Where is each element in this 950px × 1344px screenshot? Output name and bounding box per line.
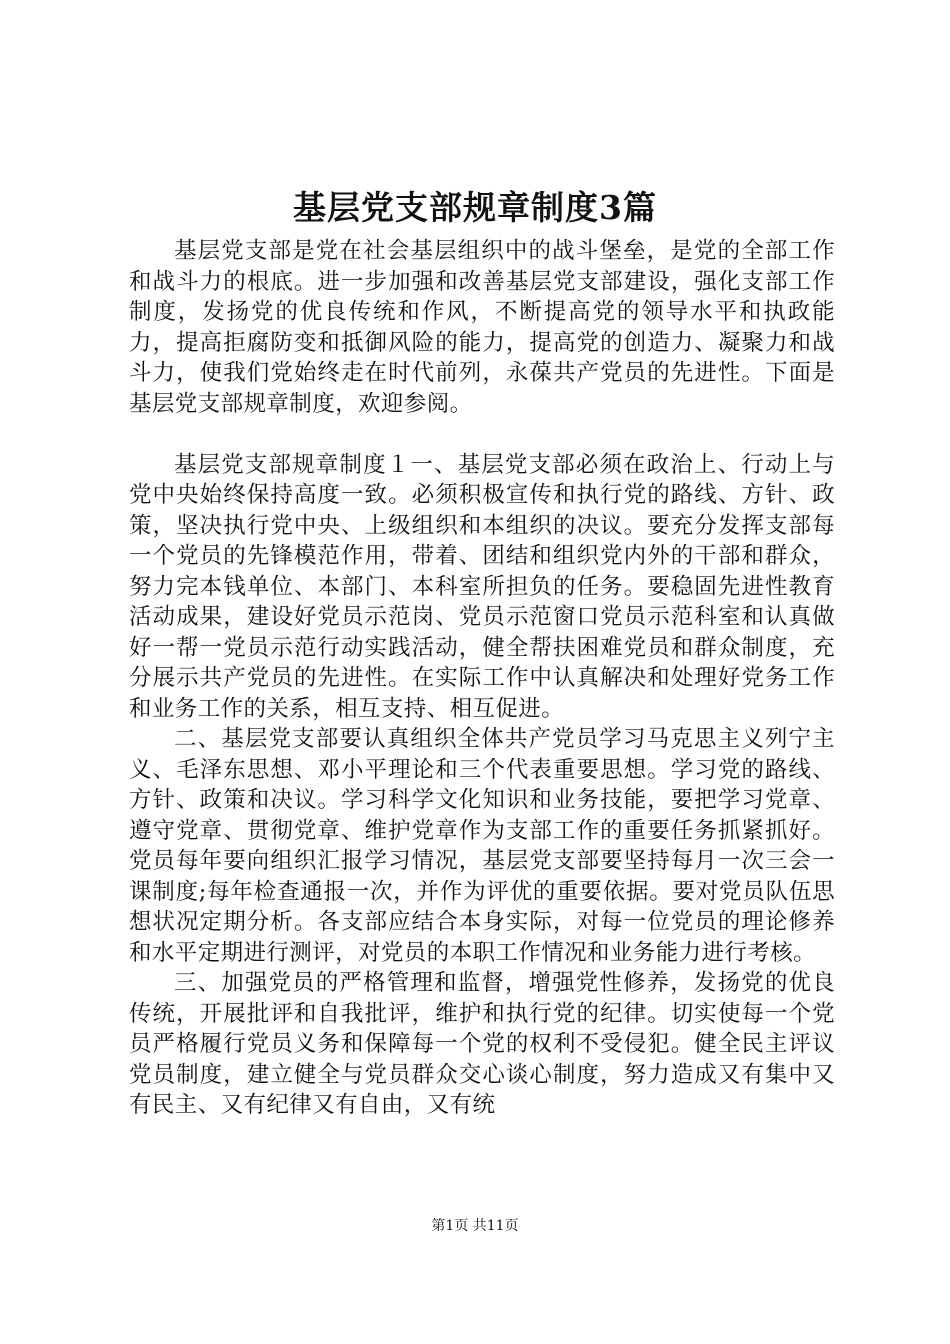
page-footer: 第1页 共11页: [431, 1218, 519, 1234]
intro-paragraph: 基层党支部是党在社会基层组织中的战斗堡垒，是党的全部工作和战斗力的根底。进一步加强和改善基层党支部建设，强化支部工作制度，发扬党的优良传统和作风，不断提高党的领导水平和执政能力，提高拒腐防变和抵御风险的能力，提高党的创造力、凝聚力和战斗力，使我们党始终走在时代前列，永葆共产党员的先进性。下面是基层党支部规章制度，欢迎参阅。: [129, 238, 835, 417]
document-body: [129, 236, 835, 1121]
paragraph-spacer: [129, 419, 835, 450]
section-one-paragraph: 基层党支部规章制度１一、基层党支部必须在政治上、行动上与党中央始终保持高度一致。必须积极宣传和执行党的路线、方针、政策，坚决执行党中央、上级组织和本组织的决议。要充分发挥支部每一个党员的先锋模范作用，带着、团结和组织党内外的干部和群众，努力完本钱单位、本部门、本科室所担负的任务。要稳固先进性教育活动成果，建设好党员示范岗、党员示范窗口党员示范科室和认真做好一帮一党员示范行动实践活动，健全帮扶困难党员和群众制度，充分展示共产党员的先进性。在实际工作中认真解决和处理好党务工作和业务工作的关系，相互支持、相互促进。: [129, 451, 835, 722]
section-two-paragraph: 二、基层党支部要认真组织全体共产党员学习马克思主义列宁主义、毛泽东思想、邓小平理论和三个代表重要思想。学习党的路线、方针、政策和决议。学习科学文化知识和业务技能，要把学习党章、遵守党章、贯彻党章、维护党章作为支部工作的重要任务抓紧抓好。党员每年要向组织汇报学习情况，基层党支部要坚持每月一次三会一课制度;每年检查通报一次，并作为评优的重要依据。要对党员队伍思想状况定期分析。各支部应结合本身实际，对每一位党员的理论修养和水平定期进行测评，对党员的本职工作情况和业务能力进行考核。: [129, 726, 835, 966]
section-three-paragraph: 三、加强党员的严格管理和监督，增强党性修养，发扬党的优良传统，开展批评和自我批评，维护和执行党的纪律。切实使每一个党员严格履行党员义务和保障每一个党的权利不受侵犯。健全民主评议党员制度，建立健全与党员群众交心谈心制度，努力造成又有集中又有民主、又有纪律又有自由，又有统: [129, 970, 835, 1118]
document-title: 基层党支部规章制度3篇: [293, 188, 657, 227]
